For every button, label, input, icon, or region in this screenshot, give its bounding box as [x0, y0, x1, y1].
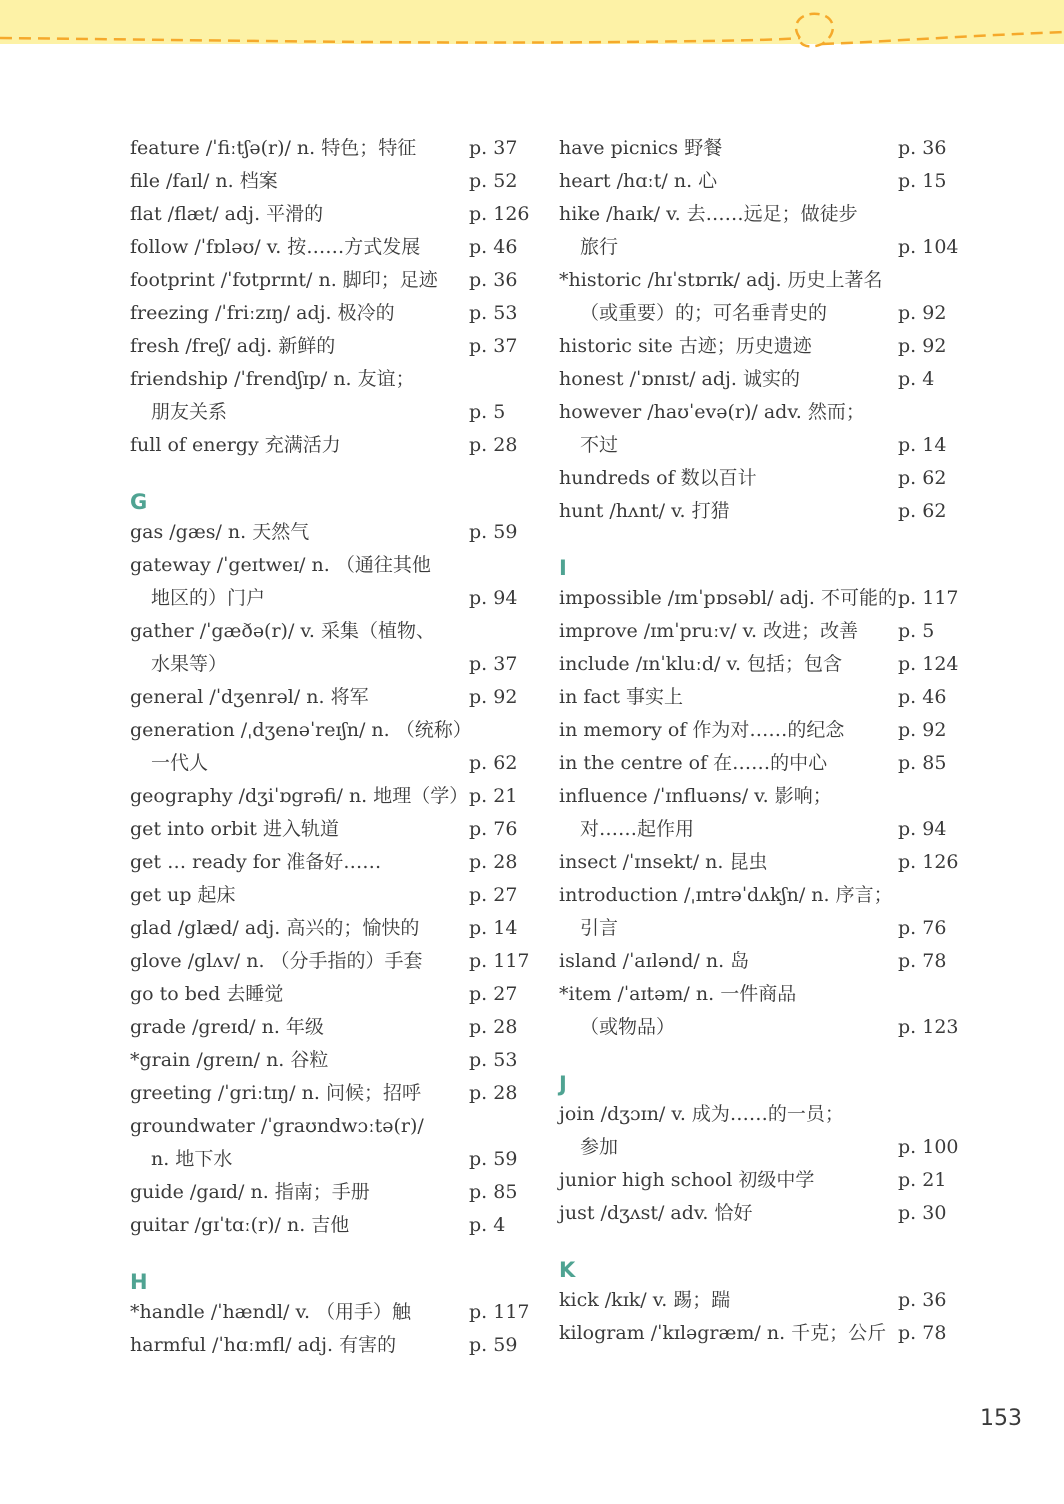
entry-text: honest /ˈɒnɪst/ adj. 诚实的	[559, 368, 800, 390]
entry-text: kilogram /ˈkɪləgræm/ n. 千克；公斤	[559, 1322, 887, 1344]
entry-text: 参加	[580, 1136, 619, 1158]
page-reference: p. 76	[898, 917, 947, 939]
entry-text: include /ɪnˈkluːd/ v. 包括；包含	[559, 653, 843, 675]
page-reference: p. 36	[469, 269, 518, 291]
entry-text: friendship /ˈfrendʃɪp/ n. 友谊；	[130, 368, 415, 390]
page-reference: p. 123	[898, 1016, 959, 1038]
entry-text: *handle /ˈhændl/ v. （用手）触	[130, 1301, 412, 1323]
glossary-entry	[130, 879, 530, 912]
glossary-entry	[130, 165, 530, 198]
section-header	[559, 1230, 959, 1284]
glossary-entry	[130, 132, 530, 165]
glossary-entry	[130, 615, 530, 648]
page-reference: p. 14	[469, 917, 518, 939]
glossary-column-right	[559, 132, 959, 1350]
entry-text: in memory of 作为对……的纪念	[559, 719, 845, 741]
glossary-entry	[130, 1209, 530, 1242]
page-reference: p. 59	[469, 521, 518, 543]
entry-text: greeting /ˈgriːtɪŋ/ n. 问候；招呼	[130, 1082, 421, 1104]
entry-text: insect /ˈɪnsekt/ n. 昆虫	[559, 851, 768, 873]
page-reference: p. 30	[898, 1202, 947, 1224]
entry-text: （或物品）	[580, 1016, 676, 1038]
section-header	[130, 462, 530, 516]
glossary-entry-continuation	[130, 582, 530, 615]
entry-text: hundreds of 数以百计	[559, 467, 757, 489]
page-reference: p. 28	[469, 434, 518, 456]
glossary-entry	[559, 330, 959, 363]
section-letter: J	[559, 1072, 567, 1096]
glossary-entry	[130, 429, 530, 462]
glossary-entry	[130, 1296, 530, 1329]
page-reference: p. 36	[898, 137, 947, 159]
glossary-entry	[130, 264, 530, 297]
entry-text: 地区的）门户	[151, 587, 266, 609]
entry-text: impossible /ɪmˈpɒsəbl/ adj. 不可能的	[559, 587, 897, 609]
page-reference: p. 78	[898, 950, 947, 972]
glossary-entry	[559, 198, 959, 231]
section-letter: G	[130, 490, 148, 514]
page-reference: p. 27	[469, 983, 518, 1005]
glossary-entry	[559, 648, 959, 681]
entry-text: harmful /ˈhɑːmfl/ adj. 有害的	[130, 1334, 397, 1356]
page-reference: p. 59	[469, 1334, 518, 1356]
entry-text: gas /gæs/ n. 天然气	[130, 521, 310, 543]
glossary-entry	[130, 231, 530, 264]
entry-text: island /ˈaɪlənd/ n. 岛	[559, 950, 750, 972]
section-header	[559, 1044, 959, 1098]
entry-text: （或重要）的；可名垂青史的	[580, 302, 828, 324]
entry-text: flat /flæt/ adj. 平滑的	[130, 203, 324, 225]
glossary-entry	[130, 714, 530, 747]
page-reference: p. 117	[469, 1301, 530, 1323]
page-reference: p. 62	[898, 467, 947, 489]
page-reference: p. 59	[469, 1148, 518, 1170]
glossary-entry	[130, 1110, 530, 1143]
glossary-entry	[559, 1284, 959, 1317]
entry-text: influence /ˈɪnfluəns/ v. 影响；	[559, 785, 832, 807]
glossary-entry-continuation	[559, 813, 959, 846]
glossary-entry-continuation	[559, 297, 959, 330]
page-reference: p. 53	[469, 302, 518, 324]
entry-text: general /ˈdʒenrəl/ n. 将军	[130, 686, 369, 708]
glossary-entry	[559, 1098, 959, 1131]
page-reference: p. 126	[469, 203, 530, 225]
glossary-entry	[130, 1011, 530, 1044]
page-reference: p. 37	[469, 335, 518, 357]
page-reference: p. 62	[469, 752, 518, 774]
entry-text: get … ready for 准备好……	[130, 851, 382, 873]
glossary-entry	[559, 462, 959, 495]
page-reference: p. 28	[469, 1082, 518, 1104]
glossary-entry	[559, 396, 959, 429]
page-reference: p. 27	[469, 884, 518, 906]
glossary-entry	[559, 945, 959, 978]
entry-text: heart /hɑːt/ n. 心	[559, 170, 718, 192]
entry-text: in fact 事实上	[559, 686, 684, 708]
page-reference: p. 78	[898, 1322, 947, 1344]
glossary-entry	[130, 846, 530, 879]
glossary-entry	[130, 363, 530, 396]
entry-text: footprint /ˈfʊtprɪnt/ n. 脚印；足迹	[130, 269, 438, 291]
entry-text: 一代人	[151, 752, 209, 774]
entry-text: just /dʒʌst/ adv. 恰好	[559, 1202, 753, 1224]
entry-text: junior high school 初级中学	[559, 1169, 815, 1191]
entry-text: n. 地下水	[151, 1148, 233, 1170]
entry-text: historic site 古迹；历史遗迹	[559, 335, 812, 357]
entry-text: gateway /ˈgeɪtweɪ/ n. （通往其他	[130, 554, 431, 576]
page-reference: p. 92	[898, 335, 947, 357]
glossary-column-left	[130, 132, 530, 1362]
glossary-entry	[559, 681, 959, 714]
entry-text: guitar /gɪˈtɑː(r)/ n. 吉他	[130, 1214, 350, 1236]
entry-text: however /haʊˈevə(r)/ adv. 然而；	[559, 401, 865, 423]
page-reference: p. 85	[898, 752, 947, 774]
glossary-entry	[559, 495, 959, 528]
entry-text: introduction /ˌɪntrəˈdʌkʃn/ n. 序言；	[559, 884, 893, 906]
entry-text: have picnics 野餐	[559, 137, 723, 159]
glossary-entry	[130, 297, 530, 330]
glossary-entry-continuation	[559, 1011, 959, 1044]
entry-text: *historic /hɪˈstɒrɪk/ adj. 历史上著名	[559, 269, 883, 291]
page-reference: p. 14	[898, 434, 947, 456]
glossary-entry	[559, 264, 959, 297]
glossary-entry	[559, 165, 959, 198]
glossary-entry	[559, 846, 959, 879]
glossary-entry	[130, 1176, 530, 1209]
glossary-entry	[559, 978, 959, 1011]
glossary-entry	[130, 198, 530, 231]
page-reference: p. 92	[898, 719, 947, 741]
page-reference: p. 117	[898, 587, 959, 609]
page-reference: p. 28	[469, 1016, 518, 1038]
entry-text: follow /ˈfɒləʊ/ v. 按……方式发展	[130, 236, 421, 258]
glossary-entry	[559, 714, 959, 747]
entry-text: hunt /hʌnt/ v. 打猎	[559, 500, 730, 522]
entry-text: feature /ˈfiːtʃə(r)/ n. 特色；特征	[130, 137, 417, 159]
page-reference: p. 92	[469, 686, 518, 708]
entry-text: get into orbit 进入轨道	[130, 818, 339, 840]
glossary-entry	[559, 363, 959, 396]
section-letter: I	[559, 556, 567, 580]
glossary-entry-continuation	[130, 747, 530, 780]
entry-text: geography /dʒiˈɒgrəfi/ n. 地理（学）	[130, 785, 469, 807]
glossary-entry-continuation	[559, 429, 959, 462]
glossary-entry	[559, 132, 959, 165]
entry-text: improve /ɪmˈpruːv/ v. 改进；改善	[559, 620, 859, 642]
entry-text: *item /ˈaɪtəm/ n. 一件商品	[559, 983, 797, 1005]
glossary-entry	[130, 912, 530, 945]
page-reference: p. 46	[469, 236, 518, 258]
glossary-entry	[559, 747, 959, 780]
glossary-entry	[130, 1077, 530, 1110]
entry-text: join /dʒɔɪn/ v. 成为……的一员；	[559, 1103, 844, 1125]
glossary-entry	[559, 615, 959, 648]
page-reference: p. 92	[898, 302, 947, 324]
page-reference: p. 117	[469, 950, 530, 972]
glossary-entry-continuation	[130, 396, 530, 429]
entry-text: freezing /ˈfriːzɪŋ/ adj. 极冷的	[130, 302, 395, 324]
entry-text: fresh /freʃ/ adj. 新鲜的	[130, 335, 336, 357]
glossary-entry	[130, 681, 530, 714]
page-reference: p. 76	[469, 818, 518, 840]
page-reference: p. 21	[898, 1169, 947, 1191]
section-header	[559, 528, 959, 582]
page-reference: p. 37	[469, 653, 518, 675]
glossary-entry-continuation	[559, 1131, 959, 1164]
glossary-entry	[559, 879, 959, 912]
entry-text: 引言	[580, 917, 619, 939]
entry-text: file /faɪl/ n. 档案	[130, 170, 278, 192]
page-reference: p. 28	[469, 851, 518, 873]
page-reference: p. 124	[898, 653, 959, 675]
entry-text: glad /glæd/ adj. 高兴的；愉快的	[130, 917, 420, 939]
glossary-entry	[130, 978, 530, 1011]
entry-text: guide /gaɪd/ n. 指南；手册	[130, 1181, 370, 1203]
entry-text: get up 起床	[130, 884, 236, 906]
entry-text: grade /greɪd/ n. 年级	[130, 1016, 324, 1038]
entry-text: gather /ˈgæðə(r)/ v. 采集（植物、	[130, 620, 435, 642]
glossary-entry-continuation	[130, 648, 530, 681]
page-reference: p. 37	[469, 137, 518, 159]
page-reference: p. 36	[898, 1289, 947, 1311]
page-reference: p. 94	[898, 818, 947, 840]
entry-text: 不过	[580, 434, 619, 456]
page-reference: p. 5	[898, 620, 935, 642]
page-reference: p. 126	[898, 851, 959, 873]
glossary-entry	[559, 582, 959, 615]
page-reference: p. 52	[469, 170, 518, 192]
glossary-entry	[130, 813, 530, 846]
entry-text: 水果等）	[151, 653, 228, 675]
glossary-entry	[559, 1164, 959, 1197]
glossary-entry	[130, 330, 530, 363]
page-reference: p. 46	[898, 686, 947, 708]
entry-text: groundwater /ˈgraʊndwɔːtə(r)/	[130, 1115, 424, 1137]
entry-text: hike /haɪk/ v. 去……远足；做徒步	[559, 203, 858, 225]
dashed-border-decoration	[0, 0, 1064, 60]
glossary-entry	[130, 549, 530, 582]
entry-text: full of energy 充满活力	[130, 434, 341, 456]
glossary-entry-continuation	[559, 231, 959, 264]
page-reference: p. 85	[469, 1181, 518, 1203]
glossary-entry	[130, 1329, 530, 1362]
glossary-entry	[130, 945, 530, 978]
glossary-entry	[559, 1197, 959, 1230]
glossary-entry	[130, 516, 530, 549]
entry-text: glove /glʌv/ n. （分手指的）手套	[130, 950, 423, 972]
entry-text: go to bed 去睡觉	[130, 983, 284, 1005]
entry-text: kick /kɪk/ v. 踢；踹	[559, 1289, 731, 1311]
glossary-entry-continuation	[130, 1143, 530, 1176]
page-reference: p. 4	[898, 368, 935, 390]
glossary-entry	[559, 1317, 959, 1350]
glossary-entry	[130, 1044, 530, 1077]
entry-text: generation /ˌdʒenəˈreɪʃn/ n. （统称）	[130, 719, 472, 741]
page-reference: p. 100	[898, 1136, 959, 1158]
page-reference: p. 62	[898, 500, 947, 522]
entry-text: 朋友关系	[151, 401, 228, 423]
section-header	[130, 1242, 530, 1296]
section-letter: K	[559, 1258, 576, 1282]
section-letter: H	[130, 1270, 148, 1294]
page-reference: p. 94	[469, 587, 518, 609]
glossary-entry	[559, 780, 959, 813]
entry-text: 旅行	[580, 236, 619, 258]
page-reference: p. 104	[898, 236, 959, 258]
entry-text: *grain /greɪn/ n. 谷粒	[130, 1049, 329, 1071]
page-reference: p. 21	[469, 785, 518, 807]
entry-text: 对……起作用	[580, 818, 695, 840]
page-reference: p. 53	[469, 1049, 518, 1071]
glossary-entry-continuation	[559, 912, 959, 945]
entry-text: in the centre of 在……的中心	[559, 752, 828, 774]
page-number: 153	[980, 1406, 1022, 1431]
page-reference: p. 15	[898, 170, 947, 192]
page-reference: p. 4	[469, 1214, 506, 1236]
page-reference: p. 5	[469, 401, 506, 423]
glossary-entry	[130, 780, 530, 813]
